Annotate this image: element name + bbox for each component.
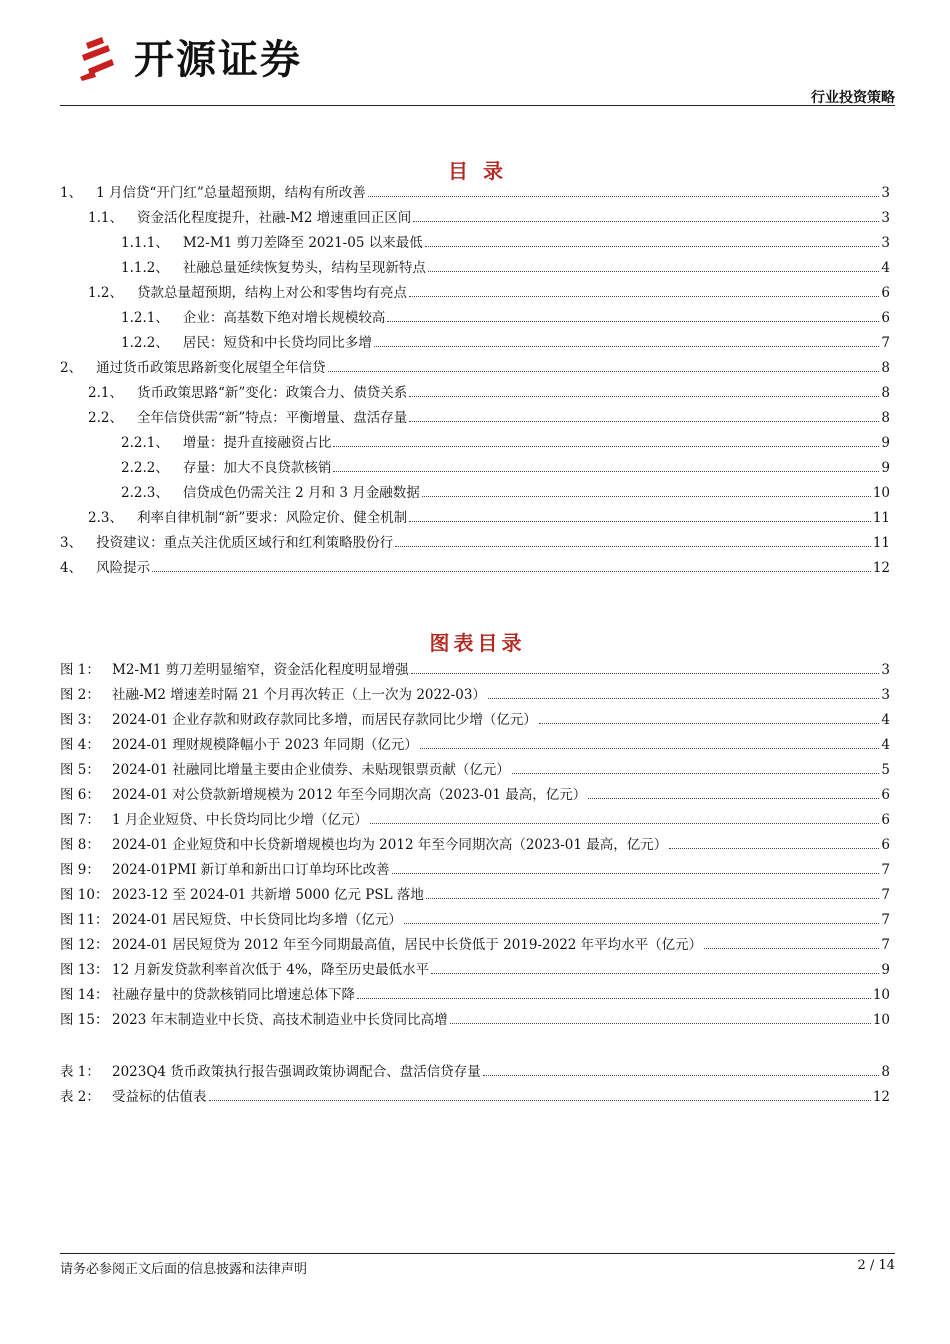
entry-number: 2.2.3、 [121, 485, 169, 501]
toc-entry[interactable] [60, 276, 890, 301]
entry-title: 社融总量延续恢复势头，结构呈现新特点 [182, 260, 426, 276]
entry-title: 2024-01 对公贷款新增规模为 2012 年至今同期次高（2023-01 最高，亿元） [112, 787, 587, 803]
entry-page: 3 [881, 185, 890, 201]
header-divider [60, 105, 895, 106]
entry-title: 2024-01 企业存款和财政存款同比多增，而居民存款同比少增（亿元） [112, 712, 537, 728]
entry-title: 12 月新发贷款利率首次低于 4%，降至历史最低水平 [112, 962, 430, 978]
toc-entry[interactable] [60, 351, 890, 376]
entry-title: 1 月信贷“开门红”总量超预期，结构有所改善 [96, 185, 366, 201]
entry-page: 9 [881, 962, 890, 978]
toc-entry[interactable] [60, 201, 890, 226]
list-item[interactable] [60, 953, 890, 978]
entry-title: 信贷成色仍需关注 2 月和 3 月金融数据 [182, 485, 420, 501]
entry-page: 7 [881, 887, 890, 903]
toc-entry[interactable] [60, 451, 890, 476]
brand-name: 开源证券 [134, 37, 302, 83]
entry-title: 资金活化程度提升，社融-M2 增速重回正区间 [136, 210, 412, 226]
list-item[interactable] [60, 853, 890, 878]
entry-page: 7 [881, 937, 890, 953]
entry-title: 增量：提升直接融资占比 [182, 435, 332, 451]
entry-page: 3 [881, 210, 890, 226]
list-item[interactable] [60, 653, 890, 678]
toc-entry[interactable] [60, 176, 890, 201]
toc-entry[interactable] [60, 376, 890, 401]
dot-leader [413, 221, 879, 222]
dot-leader [370, 823, 880, 824]
entry-page: 10 [872, 1012, 890, 1028]
entry-title: 2023 年末制造业中长贷、高技术制造业中长贷同比高增 [112, 1012, 448, 1028]
entry-number: 2.2.2、 [121, 460, 169, 476]
logo-mark-icon [78, 33, 126, 81]
list-item[interactable] [60, 978, 890, 1003]
dot-leader [512, 773, 880, 774]
dot-leader [539, 723, 880, 724]
entry-number: 表 2： [60, 1089, 100, 1105]
footer-disclaimer: 请务必参阅正文后面的信息披露和法律声明 [60, 1262, 308, 1277]
entry-title: 存量：加大不良贷款核销 [182, 460, 332, 476]
entry-number: 图 11： [60, 912, 109, 928]
entry-number: 3、 [60, 535, 83, 551]
entry-title: M2-M1 剪刀差降至 2021-05 以来最低 [182, 235, 423, 251]
entry-page: 10 [872, 485, 890, 501]
dot-leader [404, 923, 880, 924]
dot-leader [333, 446, 879, 447]
table-of-contents [60, 176, 890, 576]
entry-page: 7 [881, 912, 890, 928]
entry-title: 2023Q4 货币政策执行报告强调政策协调配合、盘活信贷存量 [112, 1064, 481, 1080]
dot-leader [704, 948, 879, 949]
list-item[interactable] [60, 878, 890, 903]
list-item[interactable] [60, 1055, 890, 1080]
entry-number: 图 2： [60, 687, 100, 703]
entry-page: 12 [872, 560, 890, 576]
entry-page: 4 [881, 712, 890, 728]
table-list [60, 1055, 890, 1105]
dot-leader [409, 296, 879, 297]
dot-leader [425, 246, 880, 247]
entry-title: 投资建议：重点关注优质区域行和红利策略股份行 [96, 535, 394, 551]
list-item[interactable] [60, 828, 890, 853]
entry-title: 货币政策思路“新”变化：政策合力、债贷关系 [136, 385, 408, 401]
entry-number: 图 7： [60, 812, 100, 828]
toc-entry[interactable] [60, 501, 890, 526]
dot-leader [395, 546, 871, 547]
entry-number: 图 14： [60, 987, 109, 1003]
page-number: 2 / 14 [857, 1258, 895, 1273]
dot-leader [483, 1075, 880, 1076]
dot-leader [488, 698, 879, 699]
toc-entry[interactable] [60, 476, 890, 501]
toc-entry[interactable] [60, 526, 890, 551]
entry-page: 11 [872, 535, 890, 551]
entry-number: 2.2.1、 [121, 435, 169, 451]
toc-entry[interactable] [60, 401, 890, 426]
dot-leader [588, 798, 879, 799]
entry-number: 图 5： [60, 762, 100, 778]
page-header [60, 20, 895, 110]
toc-entry[interactable] [60, 551, 890, 576]
entry-page: 7 [881, 335, 890, 351]
entry-page: 3 [881, 687, 890, 703]
entry-number: 1.1.2、 [121, 260, 169, 276]
list-item[interactable] [60, 928, 890, 953]
entry-number: 1、 [60, 185, 83, 201]
entry-page: 3 [881, 662, 890, 678]
entry-number: 图 3： [60, 712, 100, 728]
dot-leader [420, 748, 880, 749]
document-type: 行业投资策略 [811, 90, 895, 106]
page-footer [60, 1258, 895, 1277]
entry-number: 1.2.2、 [121, 335, 169, 351]
toc-entry[interactable] [60, 226, 890, 251]
entry-number: 1.2、 [88, 285, 123, 301]
dot-leader [209, 1100, 871, 1101]
entry-page: 9 [881, 435, 890, 451]
entry-page: 8 [881, 410, 890, 426]
entry-number: 2、 [60, 360, 83, 376]
entry-number: 图 4： [60, 737, 100, 753]
dot-leader [368, 196, 880, 197]
dot-leader [392, 873, 880, 874]
entry-page: 11 [872, 510, 890, 526]
dot-leader [411, 673, 880, 674]
footer-divider [60, 1253, 895, 1254]
dot-leader [431, 973, 879, 974]
entry-number: 图 8： [60, 837, 100, 853]
entry-number: 1.1.1、 [121, 235, 169, 251]
entry-title: 贷款总量超预期，结构上对公和零售均有亮点 [136, 285, 407, 301]
entry-page: 6 [881, 310, 890, 326]
entry-title: 2024-01PMI 新订单和新出口订单均环比改善 [112, 862, 390, 878]
entry-page: 4 [881, 737, 890, 753]
entry-number: 1.2.1、 [121, 310, 169, 326]
company-logo [78, 28, 302, 85]
entry-number: 2.2、 [88, 410, 123, 426]
entry-title: 受益标的估值表 [112, 1089, 207, 1105]
entry-title: 2024-01 社融同比增量主要由企业债券、未贴现银票贡献（亿元） [112, 762, 510, 778]
entry-page: 12 [872, 1089, 890, 1105]
dot-leader [426, 898, 880, 899]
entry-title: 社融存量中的贷款核销同比增速总体下降 [112, 987, 355, 1003]
figure-list-title: 图表目录 [429, 631, 526, 655]
entry-title: 利率自律机制“新”要求：风险定价、健全机制 [136, 510, 408, 526]
toc-entry[interactable] [60, 326, 890, 351]
entry-page: 9 [881, 460, 890, 476]
entry-page: 6 [881, 812, 890, 828]
entry-number: 2.3、 [88, 510, 123, 526]
entry-number: 表 1： [60, 1064, 100, 1080]
entry-title: 通过货币政策思路新变化展望全年信贷 [96, 360, 326, 376]
entry-title: 居民：短贷和中长贷均同比多增 [182, 335, 372, 351]
entry-number: 1.1、 [88, 210, 123, 226]
entry-number: 图 6： [60, 787, 100, 803]
list-item[interactable] [60, 703, 890, 728]
list-item[interactable] [60, 678, 890, 703]
entry-title: M2-M1 剪刀差明显缩窄，资金活化程度明显增强 [112, 662, 409, 678]
dot-leader [428, 271, 880, 272]
entry-number: 图 10： [60, 887, 109, 903]
entry-page: 6 [881, 837, 890, 853]
list-item[interactable] [60, 753, 890, 778]
entry-page: 4 [881, 260, 890, 276]
entry-page: 3 [881, 235, 890, 251]
toc-title: 目 录 [448, 159, 507, 183]
entry-number: 图 1： [60, 662, 100, 678]
entry-page: 8 [881, 1064, 890, 1080]
entry-page: 8 [881, 385, 890, 401]
toc-entry[interactable] [60, 301, 890, 326]
dot-leader [450, 1023, 871, 1024]
entry-page: 10 [872, 987, 890, 1003]
list-item[interactable] [60, 903, 890, 928]
dot-leader [409, 521, 871, 522]
toc-entry[interactable] [60, 251, 890, 276]
dot-leader [409, 421, 879, 422]
list-item[interactable] [60, 1080, 890, 1105]
entry-title: 2024-01 居民短贷、中长贷同比均多增（亿元） [112, 912, 402, 928]
list-item[interactable] [60, 1003, 890, 1028]
list-item[interactable] [60, 778, 890, 803]
entry-number: 4、 [60, 560, 83, 576]
dot-leader [387, 321, 879, 322]
entry-page: 6 [881, 285, 890, 301]
entry-title: 2024-01 理财规模降幅小于 2023 年同期（亿元） [112, 737, 418, 753]
entry-title: 1 月企业短贷、中长贷均同比少增（亿元） [112, 812, 368, 828]
entry-page: 8 [881, 360, 890, 376]
dot-leader [152, 571, 871, 572]
entry-number: 图 13： [60, 962, 109, 978]
dot-leader [669, 848, 879, 849]
dot-leader [328, 371, 880, 372]
dot-leader [333, 471, 879, 472]
entry-title: 2024-01 企业短贷和中长贷新增规模也均为 2012 年至今同期次高（2023-01 最高，亿元） [112, 837, 668, 853]
toc-entry[interactable] [60, 426, 890, 451]
entry-number: 图 12： [60, 937, 109, 953]
entry-title: 全年信贷供需“新”特点：平衡增量、盘活存量 [136, 410, 408, 426]
entry-title: 社融-M2 增速差时隔 21 个月再次转正（上一次为 2022-03） [112, 687, 486, 703]
entry-number: 图 9： [60, 862, 100, 878]
dot-leader [409, 396, 879, 397]
list-item[interactable] [60, 728, 890, 753]
entry-page: 7 [881, 862, 890, 878]
figure-list [60, 653, 890, 1028]
entry-title: 2024-01 居民短贷为 2012 年至今同期最高值，居民中长贷低于 2019-2022 年平均水平（亿元） [112, 937, 703, 953]
dot-leader [357, 998, 871, 999]
entry-title: 企业：高基数下绝对增长规模较高 [182, 310, 386, 326]
entry-number: 2.1、 [88, 385, 123, 401]
entry-title: 风险提示 [96, 560, 151, 576]
entry-page: 6 [881, 787, 890, 803]
dot-leader [422, 496, 871, 497]
entry-number: 图 15： [60, 1012, 109, 1028]
entry-title: 2023-12 至 2024-01 共新增 5000 亿元 PSL 落地 [112, 887, 424, 903]
list-item[interactable] [60, 803, 890, 828]
entry-page: 5 [881, 762, 890, 778]
dot-leader [374, 346, 880, 347]
